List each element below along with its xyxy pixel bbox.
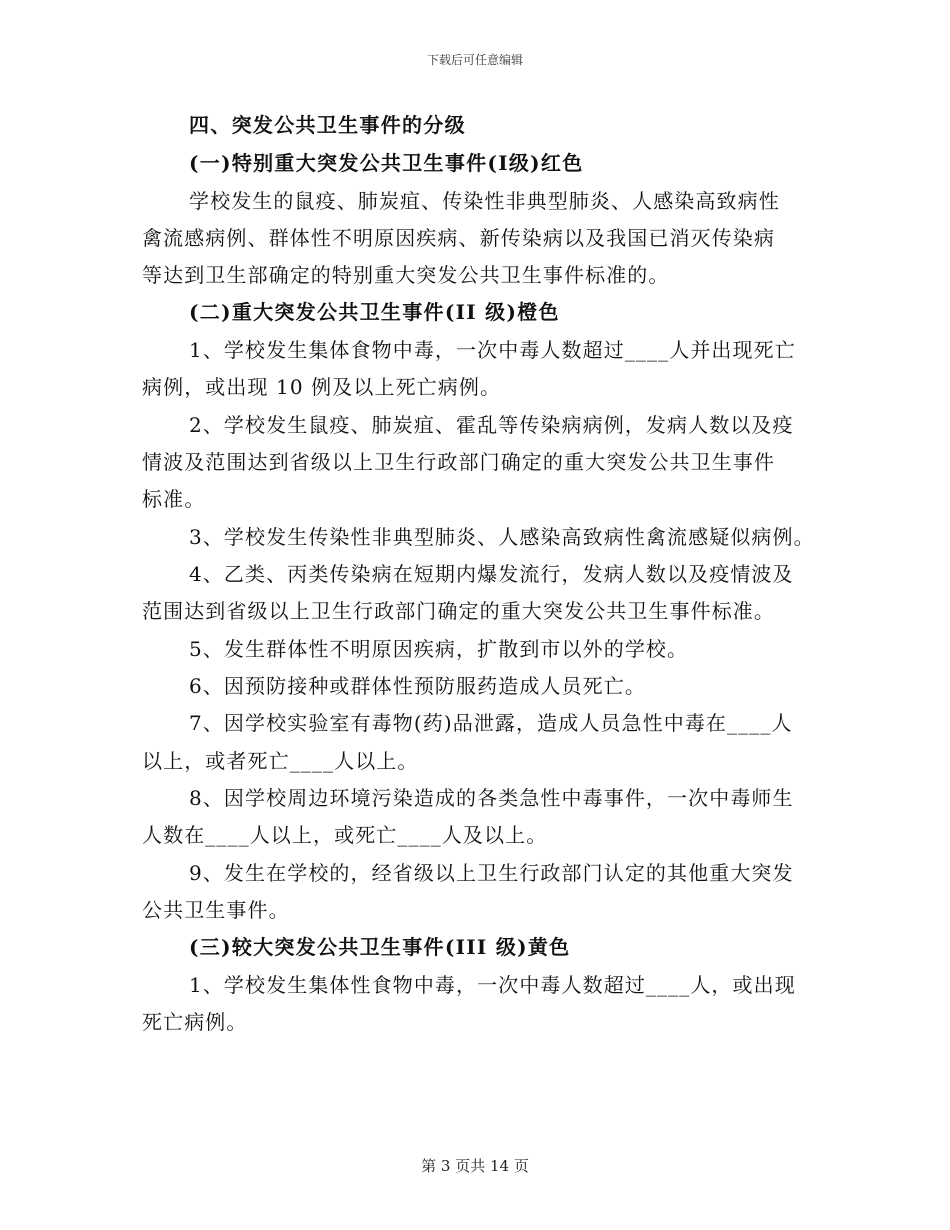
paragraph-line: 9、发生在学校的，经省级以上卫生行政部门认定的其他重大突发: [189, 861, 794, 885]
paragraph-line: 学校发生的鼠疫、肺炭疽、传染性非典型肺炎、人感染高致病性: [189, 189, 780, 213]
paragraph-line: 7、因学校实验室有毒物(药)品泄露，造成人员急性中毒在____人: [189, 711, 793, 735]
paragraph-line: 8、因学校周边环境污染造成的各类急性中毒事件，一次中毒师生: [189, 786, 794, 810]
page-header: 下载后可任意编辑: [426, 53, 523, 67]
paragraph-line: 范围达到省级以上卫生行政部门确定的重大突发公共卫生事件标准。: [142, 599, 775, 623]
paragraph-line: 情波及范围达到省级以上卫生行政部门确定的重大突发公共卫生事件: [142, 450, 775, 474]
page-number: 第 3 页共 14 页: [421, 1157, 529, 1175]
paragraph-line: 禽流感病例、群体性不明原因疾病、新传染病以及我国已消灭传染病: [142, 226, 775, 250]
section-heading: 四、突发公共卫生事件的分级: [189, 113, 466, 137]
paragraph-line: 以上，或者死亡____人以上。: [142, 749, 419, 773]
paragraph-line: 2、学校发生鼠疫、肺炭疽、霍乱等传染病病例，发病人数以及疫: [189, 413, 794, 437]
paragraph-line: 标准。: [142, 487, 206, 511]
paragraph-line: 3、学校发生传染性非典型肺炎、人感染高致病性禽流感疑似病例。: [189, 525, 815, 549]
paragraph-line: 病例，或出现 10 例及以上死亡病例。: [142, 375, 502, 399]
subsection-heading-level1: (一)特别重大突发公共卫生事件(Ⅰ级)红色: [189, 151, 584, 175]
subsection-heading-level2: (二)重大突发公共卫生事件(II 级)橙色: [189, 300, 560, 324]
paragraph-line: 人数在____人以上，或死亡____人及以上。: [142, 823, 548, 847]
paragraph-line: 1、学校发生集体性食物中毒，一次中毒人数超过____人，或出现: [189, 973, 796, 997]
subsection-heading-level3: (三)较大突发公共卫生事件(III 级)黄色: [189, 935, 571, 959]
paragraph-line: 死亡病例。: [142, 1010, 248, 1034]
paragraph-line: 5、发生群体性不明原因疾病，扩散到市以外的学校。: [189, 637, 689, 661]
paragraph-line: 公共卫生事件。: [142, 898, 290, 922]
paragraph-line: 等达到卫生部确定的特别重大突发公共卫生事件标准的。: [142, 263, 670, 287]
paragraph-line: 4、乙类、丙类传染病在短期内爆发流行，发病人数以及疫情波及: [189, 562, 794, 586]
paragraph-line: 6、因预防接种或群体性预防服药造成人员死亡。: [189, 674, 646, 698]
paragraph-line: 1、学校发生集体食物中毒，一次中毒人数超过____人并出现死亡: [189, 338, 796, 362]
